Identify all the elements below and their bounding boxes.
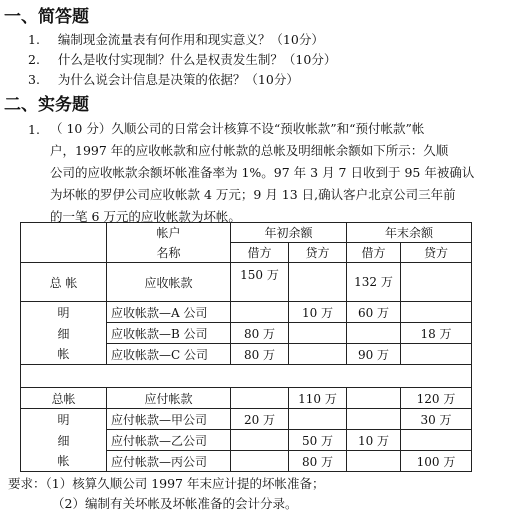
begin-credit <box>289 263 347 302</box>
header-begin-balance: 年初余额 <box>231 223 347 243</box>
detail-label-char: 细 <box>21 430 107 451</box>
header-account-2: 名称 <box>107 243 231 263</box>
question-text: 为什么说会计信息是决策的依据？（10分） <box>57 72 299 87</box>
detail-label-char: 明 <box>21 409 107 430</box>
problem-line-3: 公司的应收帐款余额坏帐准备率为 1%。97 年 3 月 7 日收到于 95 年被确认 <box>50 165 475 180</box>
account-name: 应付帐款—丙公司 <box>107 451 231 472</box>
begin-debit <box>231 430 289 451</box>
requirement-item: （2）编制有关坏帐及坏帐准备的会计分录。 <box>52 496 298 511</box>
question-number: 3. <box>28 72 40 87</box>
header-end-balance: 年末余额 <box>347 223 472 243</box>
end-debit <box>347 323 401 344</box>
problem-line-2: 户，1997 年的应收帐款和应付帐款的总帐及明细帐余额如下所示：久顺 <box>50 143 449 158</box>
account-name: 应付帐款 <box>107 388 231 409</box>
end-credit <box>401 430 472 451</box>
begin-debit <box>231 302 289 323</box>
problem-line-5: 的一笔 6 万元的应收帐款为坏帐。 <box>50 209 241 224</box>
end-credit: 30 万 <box>401 409 472 430</box>
question-number: 1. <box>28 32 40 47</box>
ledger-table <box>20 222 472 472</box>
begin-credit <box>289 409 347 430</box>
header-empty <box>21 223 107 263</box>
question-number: 2. <box>28 52 40 67</box>
header-account-1: 帐户 <box>107 223 231 243</box>
question-text: 什么是收付实现制？什么是权责发生制？（10分） <box>57 52 337 67</box>
account-name: 应收帐款—C 公司 <box>107 344 231 365</box>
end-debit: 60 万 <box>347 302 401 323</box>
end-debit <box>347 388 401 409</box>
begin-debit <box>231 388 289 409</box>
question-1 <box>28 30 324 48</box>
end-credit <box>401 344 472 365</box>
end-debit <box>347 451 401 472</box>
problem-number: 1. <box>28 122 40 137</box>
section1-title: 一、简答题 <box>4 7 89 27</box>
header-end-debit: 借方 <box>347 243 401 263</box>
end-credit: 120 万 <box>401 388 472 409</box>
spacer-row <box>21 365 472 388</box>
begin-debit: 20 万 <box>231 409 289 430</box>
requirement-item: （1）核算久顺公司 1997 年末应计提的坏帐准备； <box>45 476 325 491</box>
end-debit: 132 万 <box>347 263 401 302</box>
detail-label-char: 帐 <box>21 344 107 365</box>
account-name: 应收帐款—B 公司 <box>107 323 231 344</box>
end-credit: 18 万 <box>401 323 472 344</box>
begin-credit: 110 万 <box>289 388 347 409</box>
detail-label-char: 帐 <box>21 451 107 472</box>
header-begin-credit: 贷方 <box>289 243 347 263</box>
question-2 <box>28 50 336 68</box>
end-credit <box>401 302 472 323</box>
total-label: 总 帐 <box>21 263 107 302</box>
detail-label-char: 细 <box>21 323 107 344</box>
total-label: 总帐 <box>21 388 107 409</box>
header-begin-debit: 借方 <box>231 243 289 263</box>
begin-credit: 10 万 <box>289 302 347 323</box>
problem-line-1: （ 10 分）久顺公司的日常会计核算不设“预收帐款”和“预付帐款”帐 <box>50 121 425 136</box>
end-credit <box>401 263 472 302</box>
begin-debit: 80 万 <box>231 323 289 344</box>
detail-label-char: 明 <box>21 302 107 323</box>
end-debit <box>347 409 401 430</box>
begin-credit <box>289 323 347 344</box>
account-name: 应收帐款—A 公司 <box>107 302 231 323</box>
requirements-label: 要求： <box>8 476 46 491</box>
begin-credit <box>289 344 347 365</box>
end-credit: 100 万 <box>401 451 472 472</box>
requirements-line-1 <box>8 474 324 492</box>
account-name: 应付帐款—乙公司 <box>107 430 231 451</box>
account-name: 应付帐款—甲公司 <box>107 409 231 430</box>
begin-debit: 80 万 <box>231 344 289 365</box>
account-name: 应收帐款 <box>107 263 231 302</box>
end-debit: 10 万 <box>347 430 401 451</box>
section2-title: 二、实务题 <box>4 95 89 115</box>
begin-credit: 80 万 <box>289 451 347 472</box>
begin-debit <box>231 451 289 472</box>
header-end-credit: 贷方 <box>401 243 472 263</box>
question-3 <box>28 70 299 88</box>
begin-debit: 150 万 <box>231 263 289 302</box>
question-text: 编制现金流量表有何作用和现实意义？（10分） <box>57 32 324 47</box>
begin-credit: 50 万 <box>289 430 347 451</box>
problem-line-4: 为坏帐的罗伊公司应收帐款 4 万元；9 月 13 日,确认客户北京公司三年前 <box>50 187 456 202</box>
end-debit: 90 万 <box>347 344 401 365</box>
